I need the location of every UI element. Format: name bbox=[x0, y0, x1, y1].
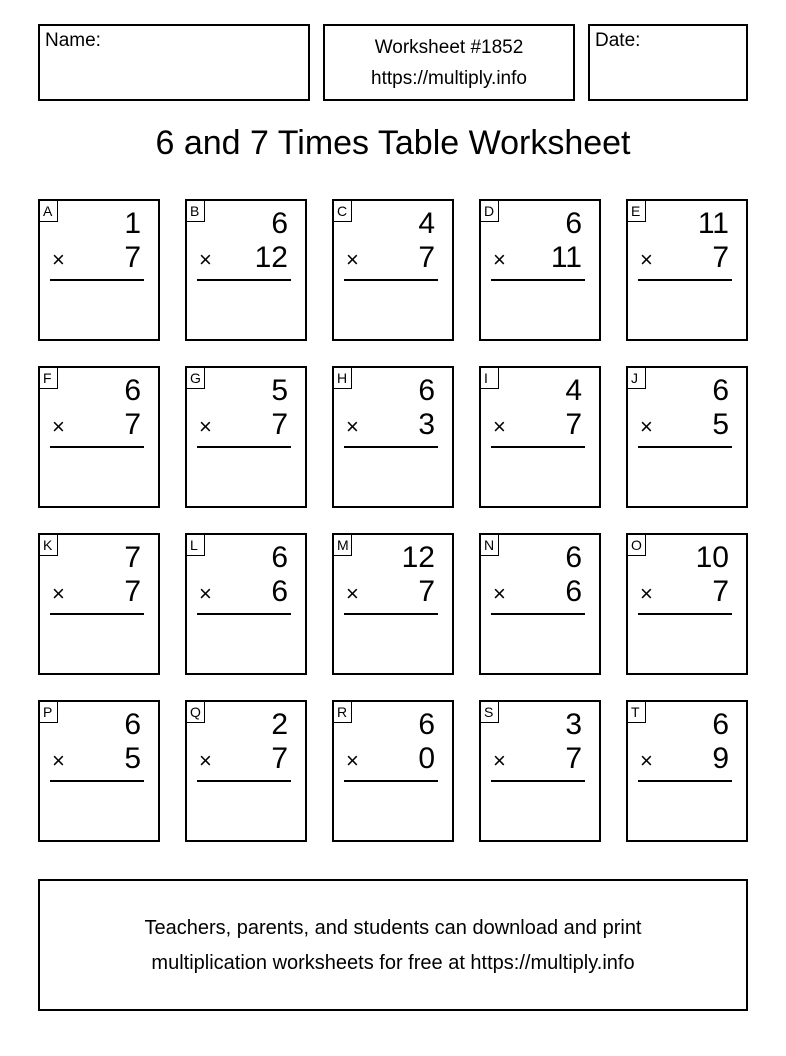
times-sign: × bbox=[52, 581, 65, 606]
footer-line-2: multiplication worksheets for free at https://multiply.info bbox=[151, 952, 635, 974]
answer-line bbox=[491, 446, 585, 448]
problem-card[interactable] bbox=[332, 199, 454, 341]
answer-line bbox=[491, 279, 585, 281]
multiplicand: 7 bbox=[124, 541, 141, 574]
times-sign: × bbox=[346, 414, 359, 439]
problem-letter: R bbox=[333, 701, 352, 723]
problem-letter: A bbox=[39, 200, 58, 222]
times-sign: × bbox=[640, 414, 653, 439]
multiplier: 7 bbox=[565, 408, 582, 441]
multiplicand: 1 bbox=[124, 207, 141, 240]
times-sign: × bbox=[52, 414, 65, 439]
times-sign: × bbox=[199, 748, 212, 773]
multiplier: 7 bbox=[712, 575, 729, 608]
worksheet-url: https://multiply.info bbox=[371, 68, 527, 89]
multiplicand: 3 bbox=[565, 708, 582, 741]
answer-line bbox=[50, 613, 144, 615]
multiplier: 6 bbox=[271, 575, 288, 608]
times-sign: × bbox=[640, 581, 653, 606]
problem-letter: E bbox=[627, 200, 646, 222]
answer-line bbox=[50, 780, 144, 782]
times-sign: × bbox=[346, 748, 359, 773]
problem-letter: I bbox=[480, 367, 499, 389]
date-field-box[interactable] bbox=[588, 24, 748, 101]
answer-line bbox=[638, 279, 732, 281]
multiplicand: 6 bbox=[565, 207, 582, 240]
problem-card[interactable] bbox=[332, 700, 454, 842]
answer-line bbox=[50, 279, 144, 281]
name-field-box[interactable] bbox=[38, 24, 310, 101]
date-label: Date: bbox=[595, 30, 641, 51]
problem-card[interactable] bbox=[185, 366, 307, 508]
multiplicand: 4 bbox=[565, 374, 582, 407]
answer-line bbox=[491, 613, 585, 615]
times-sign: × bbox=[346, 247, 359, 272]
multiplicand: 6 bbox=[565, 541, 582, 574]
multiplier: 7 bbox=[124, 241, 141, 274]
problem-card[interactable] bbox=[38, 533, 160, 675]
multiplicand: 6 bbox=[124, 374, 141, 407]
multiplicand: 5 bbox=[271, 374, 288, 407]
multiplier: 7 bbox=[712, 241, 729, 274]
times-sign: × bbox=[52, 247, 65, 272]
problem-card[interactable] bbox=[38, 366, 160, 508]
multiplicand: 6 bbox=[271, 541, 288, 574]
problem-letter: B bbox=[186, 200, 205, 222]
multiplier: 7 bbox=[271, 408, 288, 441]
problem-letter: K bbox=[39, 534, 58, 556]
answer-line bbox=[638, 613, 732, 615]
problem-card[interactable] bbox=[38, 700, 160, 842]
answer-line bbox=[344, 446, 438, 448]
worksheet-number: Worksheet #1852 bbox=[374, 37, 524, 58]
multiplier: 3 bbox=[418, 408, 435, 441]
times-sign: × bbox=[199, 247, 212, 272]
name-label: Name: bbox=[45, 30, 101, 51]
times-sign: × bbox=[493, 748, 506, 773]
multiplier: 7 bbox=[418, 575, 435, 608]
problem-letter: H bbox=[333, 367, 352, 389]
multiplicand: 4 bbox=[418, 207, 435, 240]
multiplicand: 6 bbox=[712, 708, 729, 741]
problem-card[interactable] bbox=[479, 199, 601, 341]
multiplier: 0 bbox=[418, 742, 435, 775]
worksheet-info-box bbox=[323, 24, 575, 101]
multiplier: 7 bbox=[418, 241, 435, 274]
answer-line bbox=[50, 446, 144, 448]
problem-letter: O bbox=[627, 534, 646, 556]
multiplier: 5 bbox=[712, 408, 729, 441]
answer-line bbox=[197, 279, 291, 281]
times-sign: × bbox=[199, 414, 212, 439]
problem-letter: M bbox=[333, 534, 352, 556]
problem-letter: F bbox=[39, 367, 58, 389]
footer-line-1: Teachers, parents, and students can download and print bbox=[144, 917, 642, 939]
problem-card[interactable] bbox=[479, 533, 601, 675]
times-sign: × bbox=[493, 414, 506, 439]
problem-card[interactable] bbox=[332, 533, 454, 675]
times-sign: × bbox=[640, 748, 653, 773]
problem-letter: S bbox=[480, 701, 499, 723]
multiplicand: 6 bbox=[124, 708, 141, 741]
answer-line bbox=[638, 780, 732, 782]
answer-line bbox=[491, 780, 585, 782]
multiplier: 5 bbox=[124, 742, 141, 775]
problem-letter: D bbox=[480, 200, 499, 222]
answer-line bbox=[197, 613, 291, 615]
problem-card[interactable] bbox=[332, 366, 454, 508]
multiplier: 7 bbox=[124, 408, 141, 441]
times-sign: × bbox=[199, 581, 212, 606]
times-sign: × bbox=[493, 247, 506, 272]
multiplicand: 6 bbox=[418, 374, 435, 407]
multiplicand: 10 bbox=[695, 541, 729, 574]
problem-card[interactable] bbox=[38, 199, 160, 341]
answer-line bbox=[344, 780, 438, 782]
footer-box bbox=[38, 879, 748, 1011]
times-sign: × bbox=[346, 581, 359, 606]
problem-letter: Q bbox=[186, 701, 205, 723]
problem-letter: J bbox=[627, 367, 646, 389]
answer-line bbox=[197, 780, 291, 782]
multiplicand: 2 bbox=[271, 708, 288, 741]
problem-letter: L bbox=[186, 534, 205, 556]
multiplicand: 6 bbox=[418, 708, 435, 741]
multiplicand: 12 bbox=[401, 541, 435, 574]
multiplicand: 11 bbox=[697, 207, 729, 240]
problem-letter: N bbox=[480, 534, 499, 556]
multiplier: 9 bbox=[712, 742, 729, 775]
problem-card[interactable] bbox=[626, 533, 748, 675]
problem-card[interactable] bbox=[626, 199, 748, 341]
problem-card[interactable] bbox=[185, 199, 307, 341]
answer-line bbox=[344, 279, 438, 281]
multiplier: 7 bbox=[271, 742, 288, 775]
problem-card[interactable] bbox=[626, 366, 748, 508]
multiplier: 6 bbox=[565, 575, 582, 608]
problem-card[interactable] bbox=[185, 533, 307, 675]
answer-line bbox=[344, 613, 438, 615]
problem-card[interactable] bbox=[626, 700, 748, 842]
answer-line bbox=[638, 446, 732, 448]
problem-card[interactable] bbox=[185, 700, 307, 842]
problem-grid bbox=[38, 199, 750, 842]
problem-letter: P bbox=[39, 701, 58, 723]
multiplier: 12 bbox=[254, 241, 288, 274]
problem-card[interactable] bbox=[479, 366, 601, 508]
answer-line bbox=[197, 446, 291, 448]
problem-letter: G bbox=[186, 367, 205, 389]
multiplicand: 6 bbox=[271, 207, 288, 240]
problem-letter: T bbox=[627, 701, 646, 723]
multiplier: 11 bbox=[550, 241, 582, 274]
problem-letter: C bbox=[333, 200, 352, 222]
multiplier: 7 bbox=[565, 742, 582, 775]
problem-card[interactable] bbox=[479, 700, 601, 842]
multiplicand: 6 bbox=[712, 374, 729, 407]
times-sign: × bbox=[52, 748, 65, 773]
multiplier: 7 bbox=[124, 575, 141, 608]
times-sign: × bbox=[493, 581, 506, 606]
page-title: 6 and 7 Times Table Worksheet bbox=[155, 124, 631, 162]
times-sign: × bbox=[640, 247, 653, 272]
